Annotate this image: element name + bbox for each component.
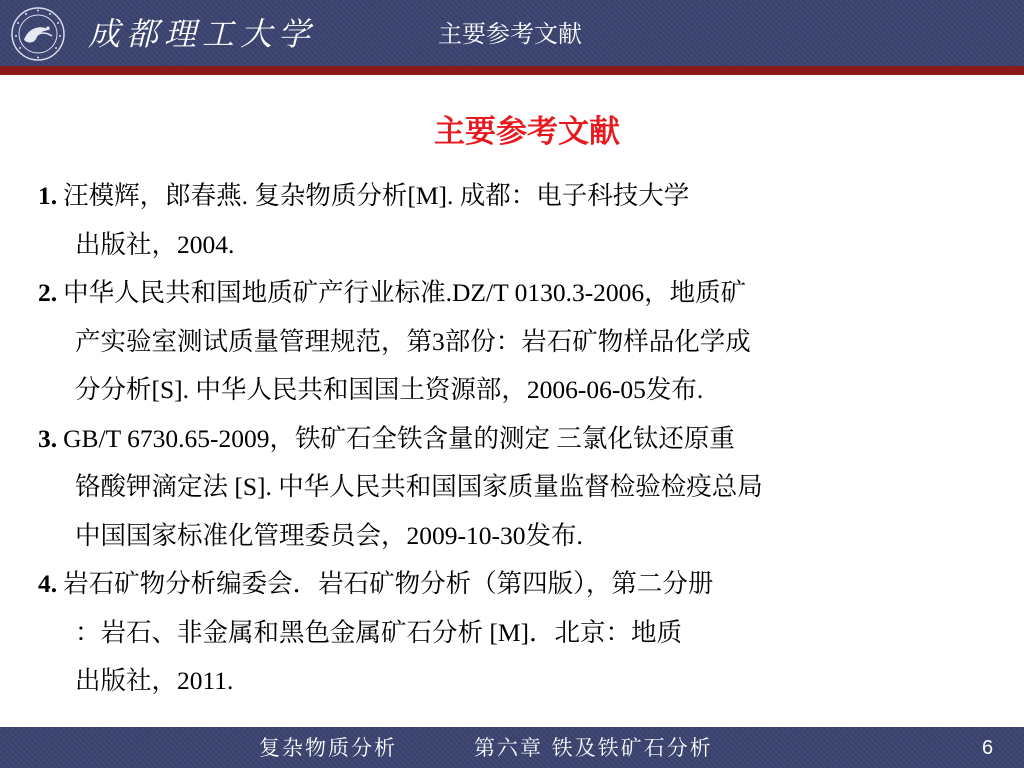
reference-1-text: 汪模辉，郎春燕. 复杂物质分析[M]. 成都：电子科技大学 bbox=[63, 181, 690, 210]
reference-3-number: 3. bbox=[38, 423, 58, 453]
reference-4-number: 4. bbox=[38, 569, 58, 598]
reference-4-line-2: ：岩石、非金属和黑色金属矿石分析 [M]．北京：地质 bbox=[75, 617, 683, 647]
reference-2-line-2: 产实验室测试质量管理规范，第3部份：岩石矿物样品化学成 bbox=[75, 326, 751, 356]
university-seal-icon bbox=[10, 6, 66, 62]
reference-2-line-3: 分分析[S]. 中华人民共和国国土资源部，2006-06-05发布. bbox=[75, 375, 704, 404]
header-divider bbox=[0, 66, 1024, 75]
reference-4-line-1 bbox=[38, 560, 1004, 609]
reference-3-line-1 bbox=[38, 415, 1004, 464]
reference-list bbox=[38, 172, 1004, 706]
reference-4-text: 岩石矿物分析编委会．岩石矿物分析（第四版），第二分册 bbox=[63, 569, 714, 598]
header-bar bbox=[0, 0, 1024, 66]
header-title: 主要参考文献 bbox=[438, 20, 582, 48]
page-title: 主要参考文献 bbox=[434, 114, 620, 150]
page-number: 6 bbox=[982, 737, 994, 759]
reference-2-line-1 bbox=[38, 269, 1004, 318]
footer-course-name: 复杂物质分析 bbox=[259, 736, 397, 760]
footer-chapter-title: 第六章 铁及铁矿石分析 bbox=[474, 736, 713, 760]
reference-4-line-3: 出版社，2011. bbox=[75, 666, 234, 695]
reference-1-line-1 bbox=[38, 172, 1004, 221]
reference-3-line-3: 中国国家标准化管理委员会，2009-10-30发布. bbox=[75, 520, 583, 550]
reference-3-text: GB/T 6730.65-2009，铁矿石全铁含量的测定 三氯化钛还原重 bbox=[63, 423, 735, 453]
reference-3-line-2: 铬酸钾滴定法 [S]. 中华人民共和国国家质量监督检验检疫总局 bbox=[75, 472, 763, 501]
reference-1-number: 1. bbox=[38, 181, 58, 210]
footer-bar bbox=[0, 727, 1024, 768]
school-name: 成都理工大学 bbox=[88, 15, 317, 53]
reference-1-line-2: 出版社，2004. bbox=[75, 229, 235, 259]
reference-2-text: 中华人民共和国地质矿产行业标准.DZ/T 0130.3-2006，地质矿 bbox=[63, 278, 747, 307]
reference-2-number: 2. bbox=[38, 278, 58, 307]
